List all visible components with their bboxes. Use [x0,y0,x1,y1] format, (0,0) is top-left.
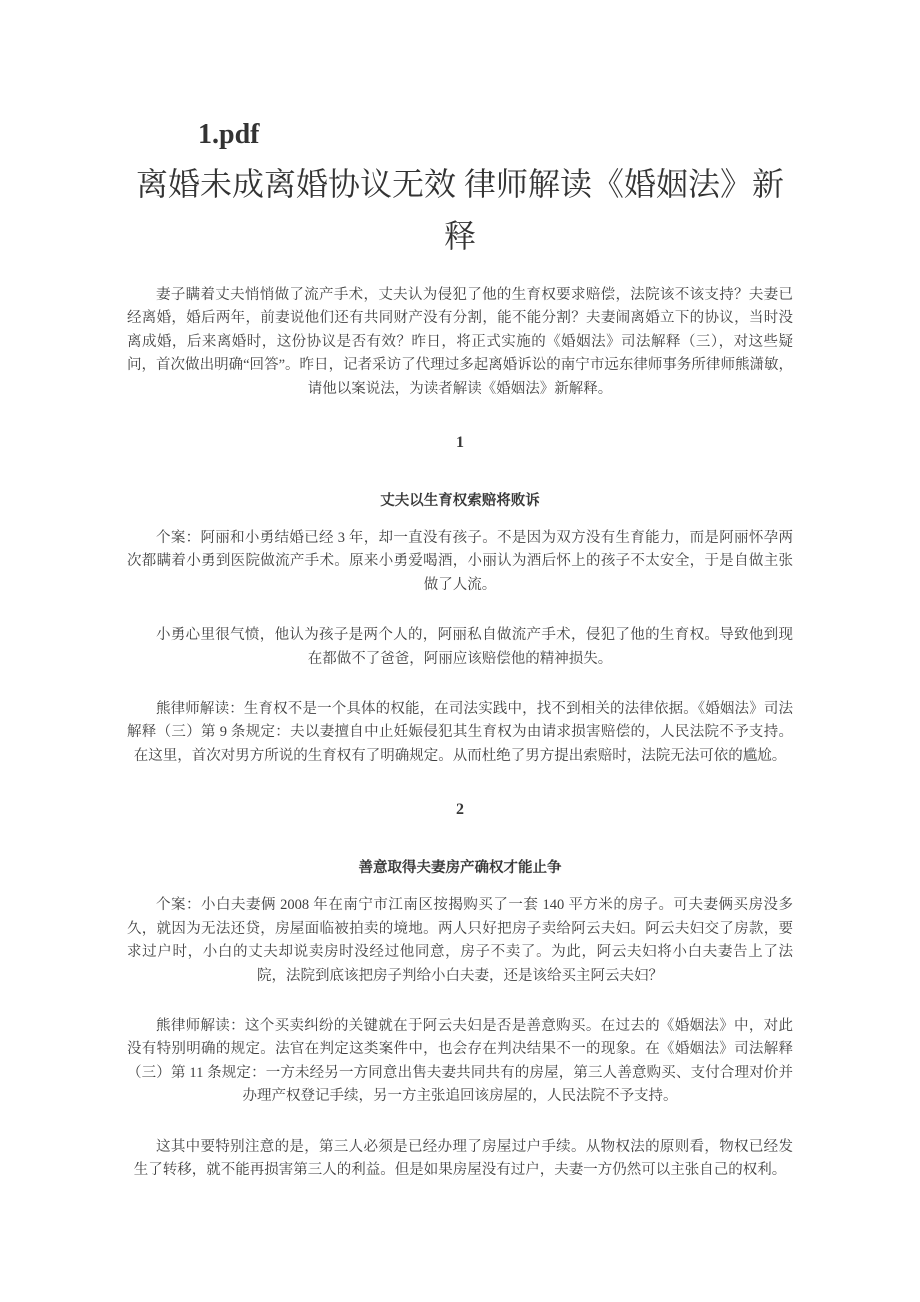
section-1 [127,431,793,768]
section-1-heading: 丈夫以生育权索赔将败诉 [380,493,540,510]
section-2-paragraph-1: 个案：小白夫妻俩 2008 年在南宁市江南区按揭购买了一套 140 平方米的房子。可夫妻俩买房没多久，就因为无法还贷，房屋面临被拍卖的境地。两人只好把房子卖给阿云夫妇。阿云夫妇交了房款，要求过户时，小白的丈夫却说卖房时没经过他同意，房子不卖了。为此，阿云夫妇将小白夫妻告上了法院，法院到底该把房子判给小白夫妻，还是该给买主阿云夫妇？ [127,897,793,984]
section-2-heading: 善意取得夫妻房产确权才能止争 [358,860,562,877]
section-2 [127,798,793,1182]
section-1-paragraph-3: 熊律师解读：生育权不是一个具体的权能，在司法实践中，找不到相关的法律依据。《婚姻法》司法解释（三）第 9 条规定：夫以妻擅自中止妊娠侵犯其生育权为由请求损害赔偿的，人民法院不予支持。在这里，首次对男方所说的生育权有了明确规定。从而杜绝了男方提出索赔时，法院无法可依的尴尬。 [127,701,793,764]
intro-paragraph: 妻子瞒着丈夫悄悄做了流产手术，丈夫认为侵犯了他的生育权要求赔偿，法院该不该支持？夫妻已经离婚，婚后两年，前妻说他们还有共同财产没有分割，能不能分割？夫妻闹离婚立下的协议，当时没离成婚，后来离婚时，这份协议是否有效？昨日，将正式实施的《婚姻法》司法解释（三），对这些疑问，首次做出明确“回答”。昨日，记者采访了代理过多起离婚诉讼的南宁市远东律师事务所律师熊潇敏，请他以案说法，为读者解读《婚姻法》新解释。 [127,287,793,397]
document-title: 离婚未成离婚协议无效 律师解读《婚姻法》新释 [135,166,784,254]
section-1-paragraph-1: 个案：阿丽和小勇结婚已经 3 年，却一直没有孩子。不是因为双方没有生育能力，而是阿丽怀孕两次都瞒着小勇到医院做流产手术。原来小勇爱喝酒，小丽认为酒后怀上的孩子不太安全，于是自做主张做了人流。 [127,530,793,593]
section-2-number: 2 [456,801,464,819]
document-filename: 1.pdf [198,119,260,150]
section-2-paragraph-2: 熊律师解读：这个买卖纠纷的关键就在于阿云夫妇是否是善意购买。在过去的《婚姻法》中，对此没有特别明确的规定。法官在判定这类案件中，也会存在判决结果不一的现象。在《婚姻法》司法解释（三）第 11 条规定：一方未经另一方同意出售夫妻共同共有的房屋，第三人善意购买、支付合理对价并办理产权登记手续，另一方主张追回该房屋的，人民法院不予支持。 [127,1017,793,1105]
section-2-paragraph-3: 这其中要特别注意的是，第三人必须是已经办理了房屋过户手续。从物权法的原则看，物权已经发生了转移，就不能再损害第三人的利益。但是如果房屋没有过户，夫妻一方仍然可以主张自己的权利。 [133,1138,793,1178]
section-1-paragraph-2: 小勇心里很气愤，他认为孩子是两个人的，阿丽私自做流产手术，侵犯了他的生育权。导致他到现在都做不了爸爸，阿丽应该赔偿他的精神损失。 [156,627,793,667]
section-1-number: 1 [456,434,464,452]
